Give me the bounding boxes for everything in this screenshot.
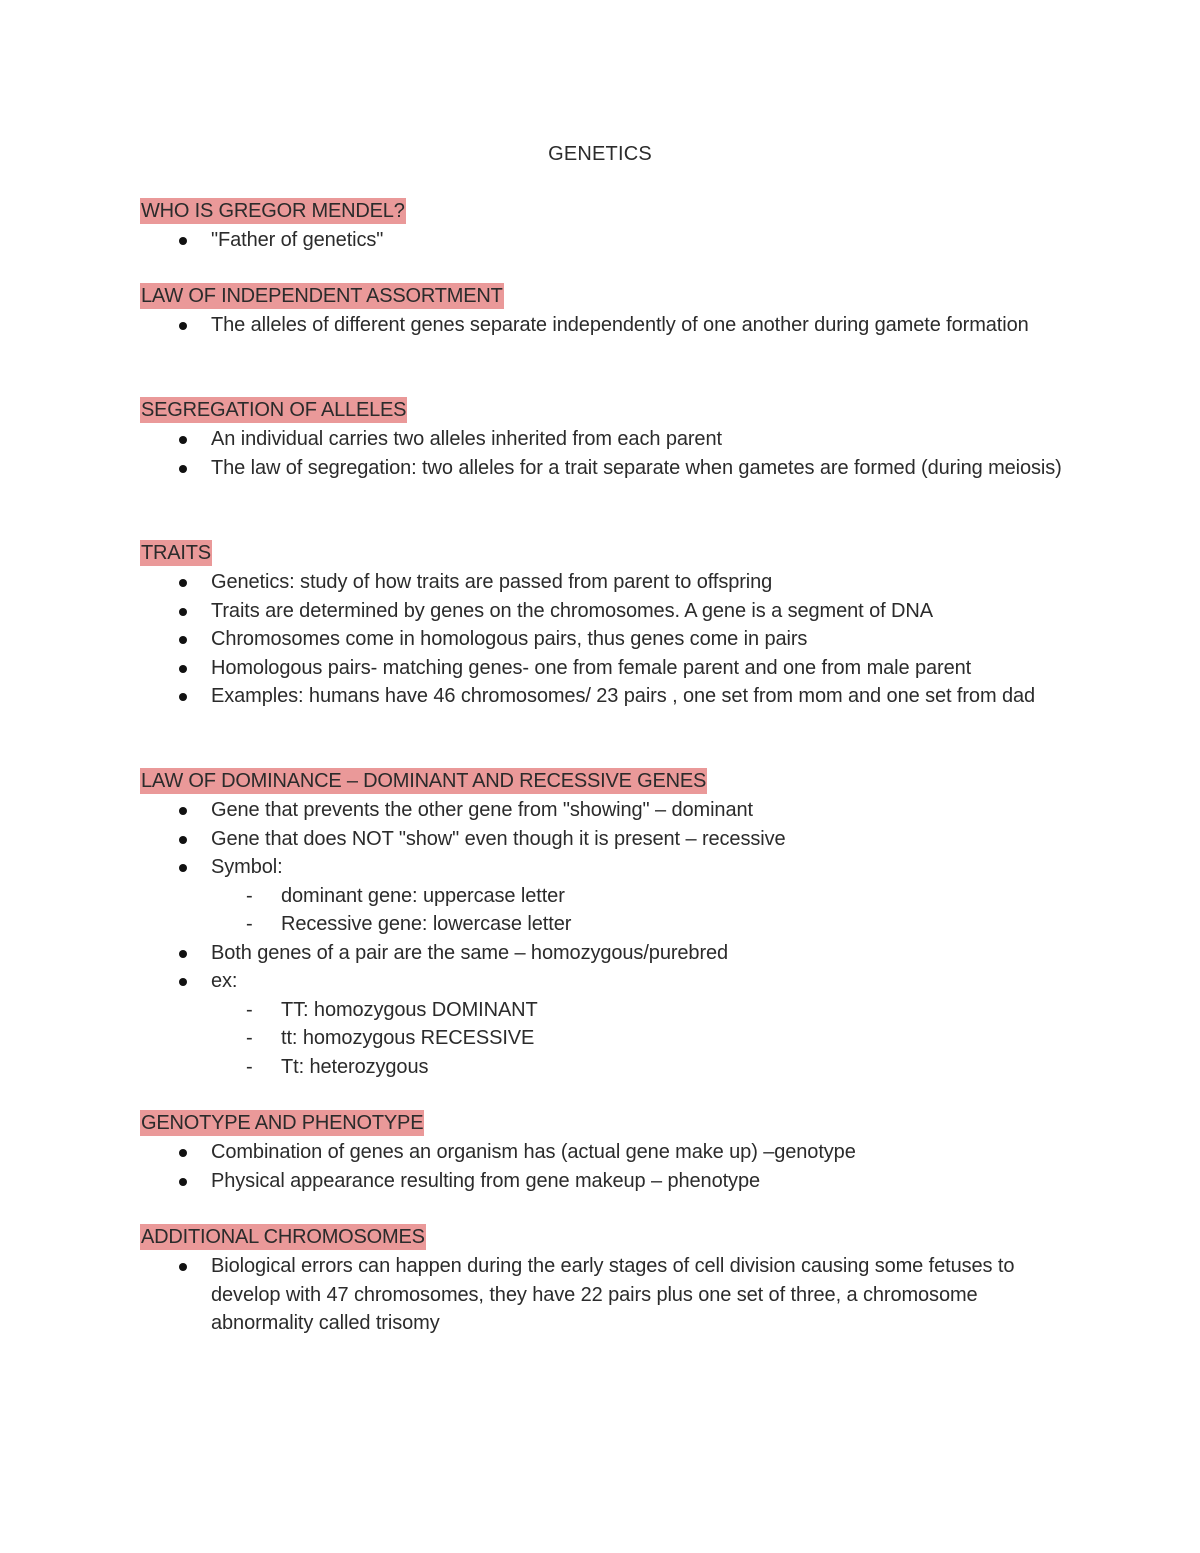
- list-item: [141, 1252, 1081, 1338]
- document-title: GENETICS: [548, 143, 652, 165]
- section-heading: ADDITIONAL CHROMOSOMES: [141, 1226, 425, 1248]
- bullet-icon: [179, 237, 187, 245]
- list-item: [141, 568, 1081, 597]
- sub-list-item-text: dominant gene: uppercase letter: [281, 884, 565, 907]
- list-item-text: Examples: humans have 46 chromosomes/ 23 pairs , one set from mom and one set from dad: [211, 685, 1036, 707]
- list-item: [141, 226, 1081, 255]
- section-heading: LAW OF DOMINANCE – DOMINANT AND RECESSIVE GENES: [141, 770, 707, 792]
- bullet-list: [141, 568, 1081, 711]
- sub-list: [211, 996, 1081, 1082]
- sub-list-item: [211, 1053, 1081, 1082]
- list-item-text: Biological errors can happen during the early stages of cell division causing some fetuses to develop with 47 chromosomes, they have 22 pairs plus one set of three, a chromosome abnormality called trisomy: [211, 1255, 1015, 1334]
- dash-icon: -: [246, 1055, 253, 1078]
- list-item-text: Chromosomes come in homologous pairs, thus genes come in pairs: [211, 628, 808, 650]
- list-item: [141, 796, 1081, 825]
- sub-list: [211, 882, 1081, 939]
- list-item: [141, 1167, 1081, 1196]
- list-item: [141, 654, 1081, 683]
- list-item-text: The law of segregation: two alleles for a trait separate when gametes are formed (during meiosis): [211, 456, 1062, 479]
- dash-icon: -: [246, 913, 253, 935]
- section-segregation-of-alleles: [141, 397, 1081, 482]
- dash-icon: -: [246, 884, 253, 907]
- sub-list-item: [211, 882, 1081, 911]
- bullet-icon: [179, 436, 187, 444]
- sub-list-item: [211, 996, 1081, 1025]
- bullet-icon: [179, 1149, 187, 1157]
- list-item: [141, 597, 1081, 626]
- section-heading: GENOTYPE AND PHENOTYPE: [141, 1112, 424, 1134]
- list-item: [141, 1138, 1081, 1167]
- bullet-list: [141, 425, 1081, 482]
- bullet-list: [141, 796, 1081, 1081]
- bullet-list: [141, 1252, 1081, 1338]
- list-item: [141, 853, 1081, 939]
- list-item-text: Genetics: study of how traits are passed from parent to offspring: [211, 571, 773, 593]
- list-item: [141, 311, 1081, 340]
- sub-list-item-text: Tt: heterozygous: [281, 1055, 429, 1078]
- section-additional-chromosomes: [141, 1224, 1081, 1338]
- bullet-icon: [179, 636, 187, 644]
- sub-list-item-text: Recessive gene: lowercase letter: [281, 913, 572, 935]
- bullet-list: [141, 226, 1081, 255]
- sub-list-item-text: tt: homozygous RECESSIVE: [281, 1027, 535, 1049]
- list-item-text: Combination of genes an organism has (actual gene make up) –genotype: [211, 1141, 856, 1163]
- list-item: [141, 425, 1081, 454]
- section-law-of-dominance: [141, 768, 1081, 1081]
- bullet-icon: [179, 465, 187, 473]
- section-genotype-and-phenotype: [141, 1110, 1081, 1195]
- list-item-text: ex:: [211, 970, 238, 992]
- section-heading: WHO IS GREGOR MENDEL?: [141, 200, 405, 222]
- section-traits: [141, 540, 1081, 711]
- bullet-icon: [179, 608, 187, 616]
- bullet-icon: [179, 322, 187, 330]
- section-law-of-independent-assortment: [141, 283, 1081, 340]
- list-item-text: Symbol:: [211, 856, 283, 878]
- bullet-icon: [179, 836, 187, 844]
- bullet-list: [141, 311, 1081, 340]
- list-item-text: Physical appearance resulting from gene makeup – phenotype: [211, 1169, 760, 1192]
- bullet-icon: [179, 807, 187, 815]
- list-item: [141, 682, 1081, 711]
- list-item: [141, 454, 1081, 483]
- list-item-text: Homologous pairs- matching genes- one from female parent and one from male parent: [211, 656, 972, 679]
- bullet-icon: [179, 864, 187, 872]
- bullet-icon: [179, 1263, 187, 1271]
- list-item-text: Both genes of a pair are the same – homozygous/purebred: [211, 941, 729, 964]
- bullet-icon: [179, 693, 187, 701]
- section-heading: LAW OF INDEPENDENT ASSORTMENT: [141, 285, 503, 307]
- list-item-text: The alleles of different genes separate independently of one another during gamete formation: [211, 314, 1029, 336]
- list-item-text: Gene that does NOT "show" even though it is present – recessive: [211, 827, 786, 850]
- bullet-icon: [179, 1178, 187, 1186]
- list-item: [141, 939, 1081, 968]
- bullet-icon: [179, 950, 187, 958]
- list-item: [141, 967, 1081, 1081]
- sub-list-item: [211, 1024, 1081, 1053]
- dash-icon: -: [246, 1027, 253, 1049]
- list-item-text: Gene that prevents the other gene from "showing" – dominant: [211, 799, 753, 821]
- sub-list-item-text: TT: homozygous DOMINANT: [281, 998, 538, 1021]
- dash-icon: -: [246, 998, 253, 1021]
- sub-list-item: [211, 910, 1081, 939]
- list-item: [141, 625, 1081, 654]
- list-item-text: Traits are determined by genes on the chromosomes. A gene is a segment of DNA: [211, 599, 933, 622]
- bullet-list: [141, 1138, 1081, 1195]
- list-item-text: An individual carries two alleles inherited from each parent: [211, 428, 722, 450]
- bullet-icon: [179, 579, 187, 587]
- section-heading: TRAITS: [141, 542, 211, 564]
- list-item: [141, 825, 1081, 854]
- list-item-text: "Father of genetics": [211, 229, 384, 251]
- section-heading: SEGREGATION OF ALLELES: [141, 399, 407, 421]
- section-who-is-gregor-mendel: [141, 198, 1081, 255]
- bullet-icon: [179, 978, 187, 986]
- bullet-icon: [179, 665, 187, 673]
